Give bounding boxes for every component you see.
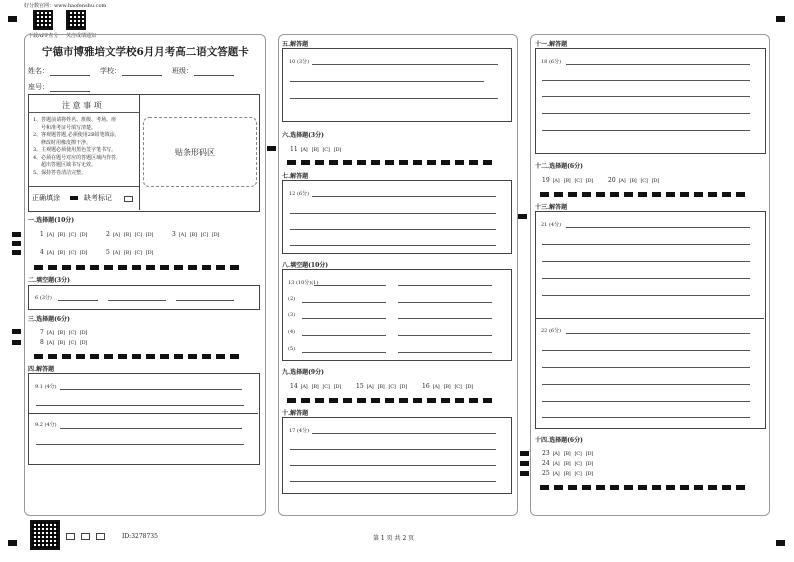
timing-mark	[12, 340, 21, 345]
choice-row[interactable]: 11 [A] [B] [C] [D]	[290, 146, 341, 153]
answer-line[interactable]	[542, 261, 750, 262]
qr-label-follow: 关注成绩通知	[66, 33, 97, 39]
answer-box-q6	[28, 285, 260, 310]
site-url: 好分数官网：www.haofenshu.com	[24, 3, 107, 9]
choice-row[interactable]: 5 [A] [B] [C] [D]	[106, 249, 154, 256]
seat-field[interactable]	[50, 91, 90, 92]
label-seat: 座号：	[28, 83, 49, 91]
answer-line[interactable]	[542, 130, 750, 131]
answer-line[interactable]	[566, 227, 750, 228]
q13-blank[interactable]	[302, 318, 386, 319]
q13-blank[interactable]	[302, 352, 386, 353]
answer-line[interactable]	[542, 384, 750, 385]
fill-correct-label: 正确填涂	[32, 194, 60, 202]
answer-line[interactable]	[566, 333, 750, 334]
section-9-title: 九.选择题(9分)	[282, 369, 324, 376]
timing-mark	[12, 241, 21, 246]
timing-mark	[520, 461, 529, 466]
q6-label: 6 (3分)	[35, 295, 52, 301]
notice-item: 超出答题区域书写无效。	[41, 162, 97, 168]
notice-item: 号和准考证号填写清楚。	[41, 124, 97, 131]
notice-list	[33, 117, 118, 177]
name-field[interactable]	[50, 75, 90, 76]
q13-5-label: (5)	[288, 346, 296, 352]
section-13-title: 十三.解答题	[535, 204, 568, 211]
q10-label: 10 (3分)	[289, 59, 310, 65]
answer-line[interactable]	[542, 244, 750, 245]
answer-line[interactable]	[542, 295, 750, 296]
answer-line[interactable]	[290, 465, 496, 466]
q9-2-label: 9.2 (4分)	[35, 422, 57, 428]
answer-box-q17	[282, 417, 512, 494]
q22-label: 22 (6分)	[541, 328, 562, 334]
answer-line[interactable]	[312, 64, 498, 65]
separator-dashes	[34, 265, 239, 270]
footer-id: ID:3278735	[122, 533, 158, 540]
q13-blank[interactable]	[302, 335, 386, 336]
answer-line[interactable]	[36, 444, 244, 445]
answer-line[interactable]	[542, 367, 750, 368]
section-10-title: 十.解答题	[282, 410, 309, 417]
answer-line[interactable]	[542, 350, 750, 351]
corner-mark-bl	[8, 540, 17, 546]
page-title: 宁德市博雅培文学校6月月考高二语文答题卡	[42, 46, 249, 58]
corner-mark-tr	[776, 16, 785, 22]
notice-item: 修改时用橡皮擦干净。	[41, 139, 92, 146]
absent-checkbox[interactable]	[124, 196, 133, 202]
footer-checkbox[interactable]	[66, 533, 75, 540]
notice-divider-v	[139, 94, 140, 210]
answer-box-q12	[282, 180, 512, 254]
choice-row[interactable]: 24 [A] [B] [C] [D]	[542, 460, 593, 467]
choice-row[interactable]: 4 [A] [B] [C] [D]	[40, 249, 88, 256]
class-field[interactable]	[194, 75, 234, 76]
section-11-title: 十一.解答题	[535, 41, 568, 48]
answer-line[interactable]	[36, 405, 244, 406]
notice-item: 2、客观题答题,必须使用2B铅笔填涂,	[33, 132, 117, 138]
separator-dashes	[287, 160, 492, 165]
answer-line[interactable]	[290, 449, 496, 450]
section-5-title: 五.解答题	[282, 41, 309, 48]
q21-label: 21 (4分)	[541, 222, 562, 228]
q9-divider	[28, 413, 258, 414]
choice-row[interactable]: 14 [A] [B] [C] [D]	[290, 383, 341, 390]
separator-dashes	[540, 485, 745, 490]
answer-line[interactable]	[60, 428, 242, 429]
q21-divider	[535, 318, 764, 319]
q6-blank-1[interactable]	[58, 300, 98, 301]
choice-row[interactable]: 1 [A] [B] [C] [D]	[40, 231, 88, 238]
timing-mark	[267, 146, 276, 151]
timing-mark	[520, 471, 529, 476]
q13-blank[interactable]	[302, 302, 386, 303]
answer-line[interactable]	[542, 80, 750, 81]
school-field[interactable]	[122, 75, 162, 76]
section-6-title: 六.选择题(3分)	[282, 132, 324, 139]
q13-blank[interactable]	[398, 352, 492, 353]
section-3-title: 三.选择题(6分)	[28, 316, 70, 323]
q6-blank-2[interactable]	[108, 300, 166, 301]
qr-code-app	[33, 10, 53, 30]
answer-line[interactable]	[542, 401, 750, 402]
section-2-title: 二.填空题(3分)	[28, 277, 70, 284]
label-school: 学校：	[100, 67, 121, 75]
notice-divider-h	[28, 112, 139, 113]
notice-item: 4、必须在题号对应的答题区域内作答,	[33, 154, 118, 161]
q18-label: 18 (6分)	[541, 59, 562, 65]
q17-label: 17 (4分)	[289, 428, 310, 434]
answer-line[interactable]	[290, 98, 498, 99]
corner-mark-br	[776, 540, 785, 546]
choice-row[interactable]: 2 [A] [B] [C] [D]	[106, 231, 154, 238]
q13-blank[interactable]	[398, 335, 492, 336]
label-class: 班级：	[172, 67, 193, 75]
separator-dashes	[34, 354, 239, 359]
fill-absent-label: 缺考标记	[84, 194, 112, 202]
choice-row[interactable]: 25 [A] [B] [C] [D]	[542, 470, 593, 477]
timing-mark	[12, 250, 21, 255]
answer-line[interactable]	[290, 81, 484, 82]
choice-row[interactable]: 8 [A] [B] [C] [D]	[40, 339, 88, 346]
section-8-title: 八.填空题(10分)	[282, 262, 329, 269]
label-name: 姓名：	[28, 67, 49, 75]
barcode-label: 贴条形码区	[175, 148, 215, 157]
answer-line[interactable]	[290, 245, 496, 246]
answer-line[interactable]	[542, 417, 750, 418]
choice-row[interactable]: 23 [A] [B] [C] [D]	[542, 450, 593, 457]
page-number: 第 1 页 共 2 页	[373, 535, 415, 542]
section-12-title: 十二.选择题(6分)	[535, 163, 583, 170]
fill-correct-sample	[70, 196, 78, 200]
answer-line[interactable]	[60, 389, 242, 390]
footer-checkbox[interactable]	[96, 533, 105, 540]
notice-divider-h2	[28, 186, 139, 187]
q12-label: 12 (6分)	[289, 191, 310, 197]
choice-row[interactable]: 15 [A] [B] [C] [D]	[356, 383, 407, 390]
answer-line[interactable]	[566, 64, 750, 65]
notice-item: 3、主观题必须使用黑色签字笔书写。	[33, 147, 117, 153]
q13-2-label: (2)	[288, 296, 296, 302]
corner-mark-tl	[8, 16, 17, 22]
timing-mark	[518, 214, 527, 219]
q13-blank[interactable]	[398, 318, 492, 319]
notice-item: 5、保持答卷清洁完整。	[33, 169, 87, 176]
timing-mark	[12, 232, 21, 237]
section-4-title: 四.解答题	[28, 366, 55, 373]
answer-line[interactable]	[542, 96, 750, 97]
answer-line[interactable]	[312, 196, 496, 197]
separator-dashes	[540, 192, 745, 197]
section-7-title: 七.解答题	[282, 173, 309, 180]
section-1-title: 一.选择题(10分)	[28, 217, 75, 224]
timing-mark	[12, 329, 21, 334]
answer-line[interactable]	[312, 433, 496, 434]
timing-mark	[520, 451, 529, 456]
q13-1-label: 13 (10分)(1)	[288, 280, 319, 286]
answer-box-q9	[28, 373, 260, 465]
answer-line[interactable]	[542, 278, 750, 279]
q13-blank[interactable]	[398, 302, 492, 303]
qr-label-app: 下载APP查分	[28, 33, 59, 39]
choice-row[interactable]: 16 [A] [B] [C] [D]	[422, 383, 473, 390]
q13-blank[interactable]	[398, 285, 492, 286]
footer-checkbox[interactable]	[81, 533, 90, 540]
answer-line[interactable]	[542, 113, 750, 114]
q9-1-label: 9.1 (4分)	[35, 384, 57, 390]
section-14-title: 十四.选择题(6分)	[535, 437, 583, 444]
choice-row[interactable]: 7 [A] [B] [C] [D]	[40, 329, 88, 336]
answer-line[interactable]	[290, 481, 496, 482]
separator-dashes	[287, 398, 492, 403]
q13-4-label: (4)	[288, 329, 296, 335]
q13-3-label: (3)	[288, 312, 296, 318]
answer-line[interactable]	[290, 229, 496, 230]
choice-row[interactable]: 19 [A] [B] [C] [D]	[542, 177, 593, 184]
notice-item: 1、答题前请将姓名、班级、考场、座	[33, 117, 117, 123]
q13-blank[interactable]	[314, 285, 386, 286]
choice-row[interactable]: 20 [A] [B] [C] [D]	[608, 177, 659, 184]
qr-code-follow	[66, 10, 86, 30]
notice-title: 注 意 事 项	[62, 101, 102, 110]
qr-code-footer	[30, 520, 60, 550]
choice-row[interactable]: 3 [A] [B] [C] [D]	[172, 231, 220, 238]
q6-blank-3[interactable]	[176, 300, 234, 301]
answer-box-q10	[282, 48, 512, 122]
answer-line[interactable]	[290, 213, 496, 214]
